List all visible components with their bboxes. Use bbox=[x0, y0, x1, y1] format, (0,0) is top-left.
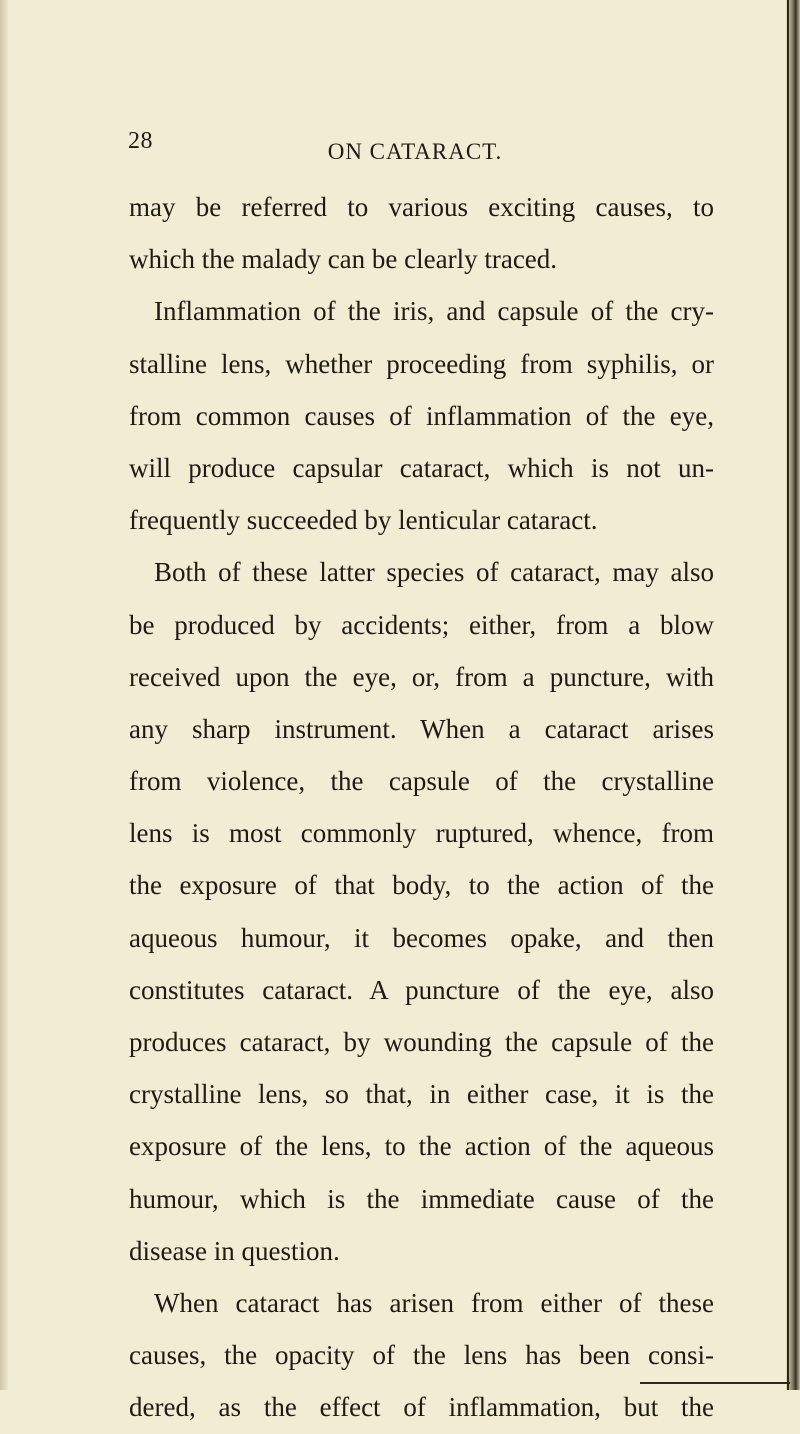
text-line: which the malady can be clearly traced. bbox=[129, 244, 558, 275]
text-line: lens is most commonly ruptured, whence, from bbox=[129, 818, 714, 849]
text-line: the exposure of that body, to the action of the bbox=[129, 870, 714, 901]
text-line: exposure of the lens, to the action of the aqueous bbox=[129, 1131, 714, 1162]
text-line: be produced by accidents; either, from a blow bbox=[129, 609, 714, 640]
text-line: received upon the eye, or, from a puncture, with bbox=[129, 661, 714, 692]
text-line: Both of these latter species of cataract, may also bbox=[154, 557, 714, 588]
text-line: humour, which is the immediate cause of the bbox=[129, 1183, 714, 1214]
text-line: stalline lens, whether proceeding from syphilis, or bbox=[129, 348, 714, 379]
text-line: constitutes cataract. A puncture of the eye, also bbox=[129, 974, 714, 1005]
text-line: may be referred to various exciting causes, to bbox=[129, 192, 714, 222]
text-line: causes, the opacity of the lens has been consi- bbox=[129, 1340, 714, 1371]
text-line: disease in question. bbox=[129, 1235, 340, 1266]
page-right-border-line bbox=[787, 0, 789, 1390]
page-number: 28 bbox=[128, 128, 153, 154]
text-line: crystalline lens, so that, in either case, it is the bbox=[129, 1079, 714, 1110]
text-line: When cataract has arisen from either of these bbox=[154, 1287, 714, 1318]
text-line: produces cataract, by wounding the capsule of the bbox=[129, 1027, 714, 1057]
text-line: Inflammation of the iris, and capsule of the cry- bbox=[154, 296, 714, 327]
text-line: dered, as the effect of inflammation, but the bbox=[129, 1392, 714, 1423]
running-head: ON CATARACT. bbox=[327, 139, 503, 164]
page-left-edge bbox=[0, 0, 8, 1390]
text-line: will produce capsular cataract, which is not un- bbox=[129, 452, 714, 483]
text-line: any sharp instrument. When a cataract arises bbox=[129, 713, 714, 744]
text-line: aqueous humour, it becomes opake, and then bbox=[129, 922, 714, 953]
body-text bbox=[129, 181, 714, 1434]
text-line: from violence, the capsule of the crystalline bbox=[129, 766, 714, 797]
text-line: frequently succeeded by lenticular cataract. bbox=[129, 505, 598, 536]
text-line: from common causes of inflammation of the eye, bbox=[129, 400, 714, 431]
